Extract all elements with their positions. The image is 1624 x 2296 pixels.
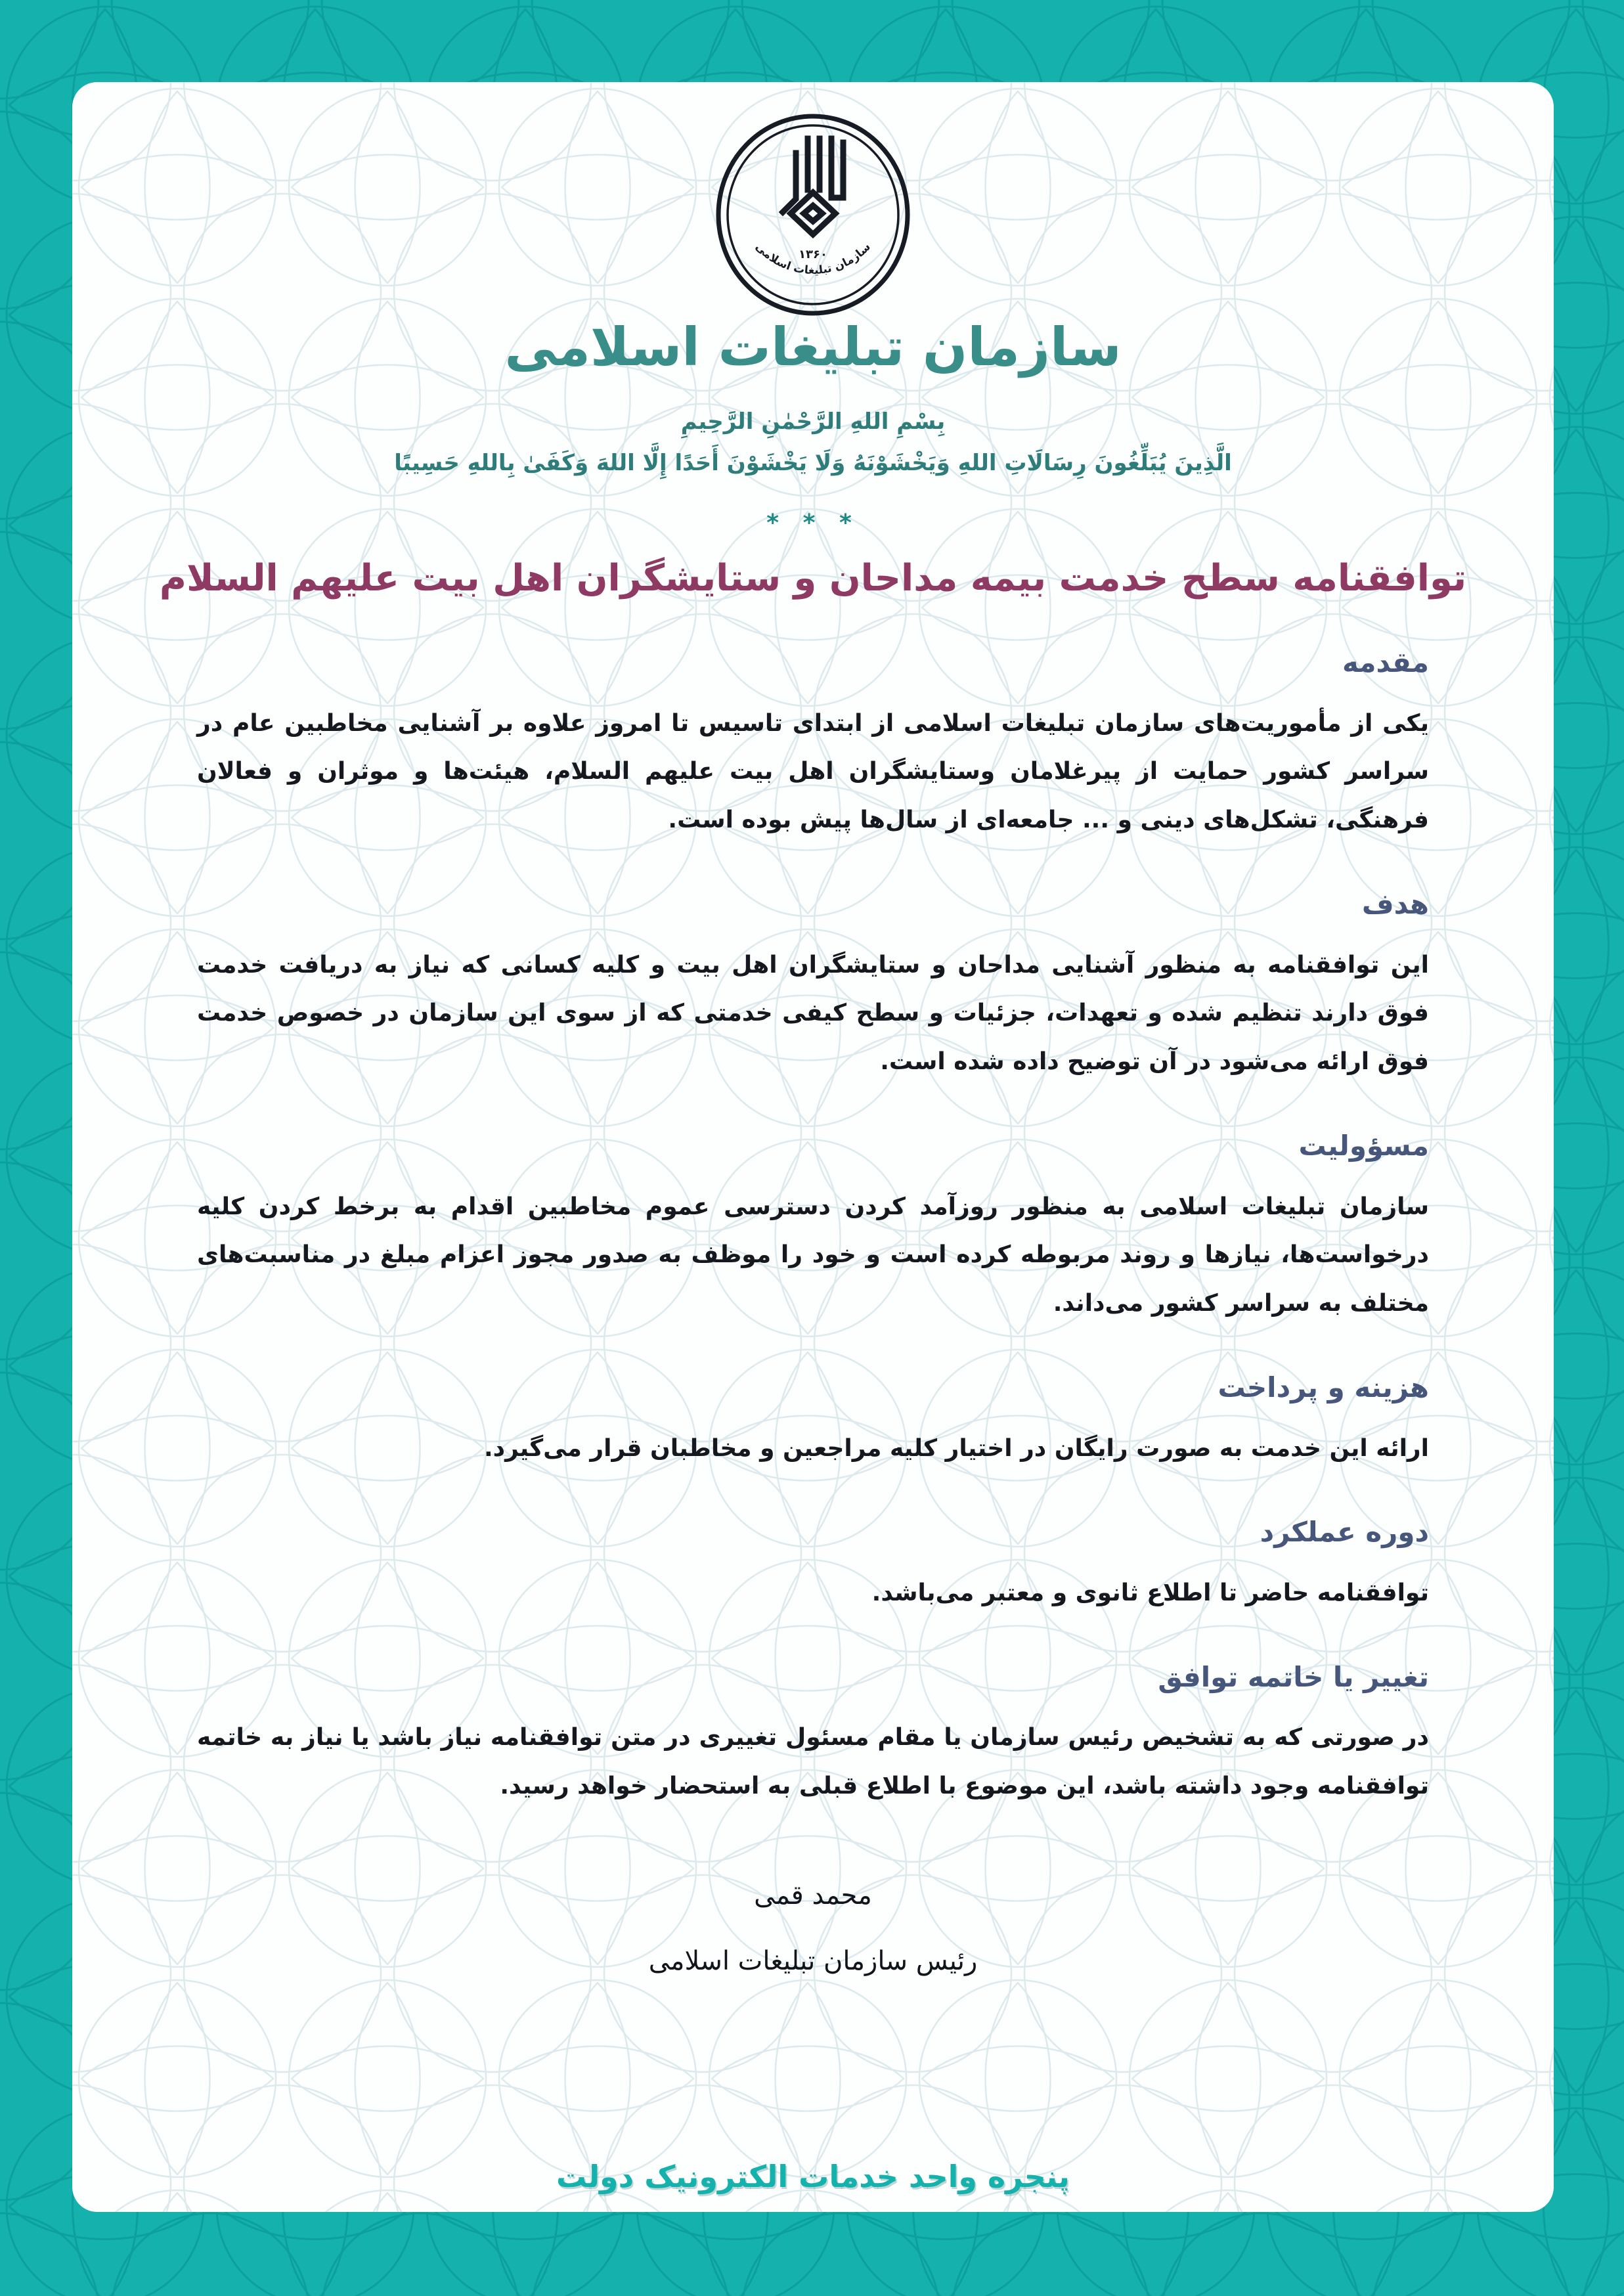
organization-emblem: [714, 112, 911, 317]
section-body: ارائه این خدمت به صورت رایگان در اختیار کلیه مراجعین و مخاطبان قرار می‌گیرد.: [484, 1434, 1429, 1462]
document-card: [72, 82, 1554, 2212]
section-responsibility: [197, 1086, 1429, 1328]
section-heading: هدف: [1361, 887, 1429, 920]
footer-label: پنجره واحد خدمات الکترونیک دولت: [556, 2158, 1070, 2194]
emblem-inner-ring: [728, 125, 898, 304]
section-goal: [197, 845, 1429, 1086]
section-introduction: [197, 603, 1429, 845]
quran-verse: الَّذِينَ يُبَلِّغُونَ رِسَالَاتِ اللهِ وَيَخْشَوْنَهُ وَلَا يَخْشَوْنَ أَحَدًا إِلَّا اللهَ وَكَفَىٰ بِاللهِ حَسِيبًا: [394, 450, 1232, 477]
section-cost-payment: [197, 1328, 1429, 1472]
section-heading: دوره عملکرد: [1260, 1516, 1429, 1549]
section-change-termination: [197, 1618, 1429, 1811]
emblem-organization-name-curved: سازمان تبلیغات اسلامی: [753, 240, 873, 278]
section-body: یکی از مأموریت‌های سازمان تبلیغات اسلامی از ابتدای تاسیس تا امروز علاوه بر آشنایی مخاطبین عام در سراسر کشور حمایت از پیرغلامان وستایشگران اهل بیت علیهم السلام، هیئت‌ها و موثران و فعالان فرهنگی، تشکل‌های دینی و ... جامعه‌ای از سال‌ها پیش بوده است.: [197, 709, 1429, 834]
card-content: [72, 82, 1554, 2212]
signatory-name: محمد قمی: [754, 1880, 872, 1910]
signatory-title: رئیس سازمان تبلیغات اسلامی: [648, 1945, 978, 1976]
section-heading: هزینه و پرداخت: [1218, 1371, 1429, 1403]
section-heading: تغییر یا خاتمه توافق: [1158, 1660, 1429, 1693]
section-body: توافقنامه حاضر تا اطلاع ثانوی و معتبر می‌باشد.: [871, 1579, 1429, 1606]
section-body: در صورتی که به تشخیص رئیس سازمان یا مقام مسئول تغییری در متن توافقنامه نیاز باشد یا نیاز به خاتمه توافقنامه وجود داشته باشد، این موضوع با اطلاع قبلی به استحضار خواهد رسید.: [197, 1724, 1429, 1800]
emblem-allah-kufic-mark: [783, 139, 843, 234]
section-heading: مسؤولیت: [1298, 1129, 1429, 1162]
emblem-year: ۱۳۶۰: [799, 248, 827, 261]
section-heading: مقدمه: [1342, 646, 1429, 678]
section-performance-period: [197, 1472, 1429, 1617]
separator-stars: * * *: [766, 510, 860, 537]
signature-block: [649, 1880, 978, 1977]
bismillah: بِسْمِ اللهِ الرَّحْمٰنِ الرَّحِيمِ: [680, 408, 946, 435]
organization-calligraphy: سازمان تبلیغات اسلامی: [504, 317, 1122, 378]
document-title: توافقنامه سطح خدمت بیمه مداحان و ستایشگران اهل بیت علیهم السلام: [159, 557, 1467, 600]
section-body: سازمان تبلیغات اسلامی به منظور روزآمد کردن دسترسی عموم مخاطبین اقدام به برخط کردن کلیه درخواست‌ها، نیازها و روند مربوطه کرده است و خود را موظف به صدور مجوز اعزام مبلغ در مناسبت‌های مختلف به سراسر کشور می‌داند.: [197, 1193, 1429, 1317]
section-body: این توافقنامه به منظور آشنایی مداحان و ستایشگران اهل بیت و کلیه کسانی که نیاز به دریافت خدمت فوق دارند تنظیم شده و تعهدات، جزئیات و سطح کیفی خدمتی که از سوی این سازمان در خصوص خدمت فوق ارائه می‌شود در آن توضیح داده شده است.: [197, 951, 1429, 1076]
emblem-outer-ring: [718, 116, 908, 313]
